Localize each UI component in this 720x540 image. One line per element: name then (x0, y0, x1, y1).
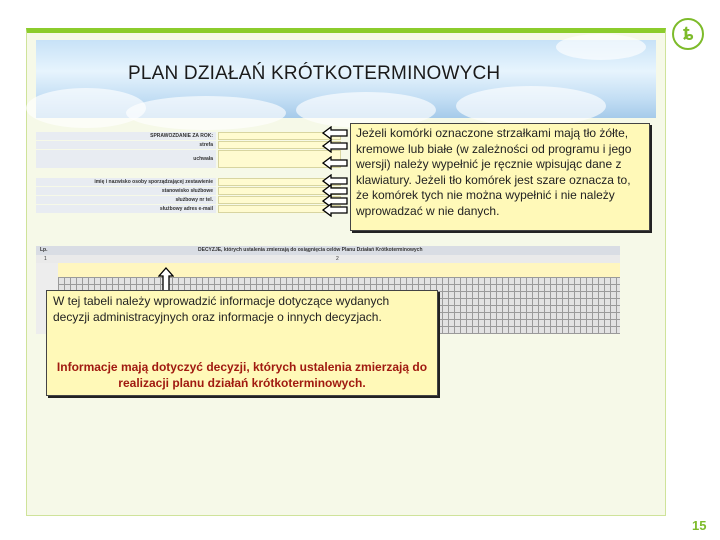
form-label: służbowy nr tel. (36, 196, 216, 204)
form-row (36, 187, 341, 195)
column-numbers-row (36, 255, 620, 263)
left-arrow-icon (322, 203, 348, 217)
table-callout-text: W tej tabeli należy wprowadzić informacje dotyczące wydanych decyzji administracyjnych oraz informacje o innych decyzjach. (53, 294, 390, 324)
column-number: 2 (336, 256, 339, 262)
brand-logo-icon: ȶ (672, 18, 704, 50)
form-label: służbowy adres e-mail (36, 205, 216, 213)
form-row (36, 178, 341, 186)
form-row (36, 132, 341, 140)
form-row (36, 196, 341, 204)
form-label: imię i nazwisko osoby sporządzającej zestawienie (36, 178, 216, 186)
column-number: 1 (44, 256, 47, 262)
report-form (36, 128, 341, 216)
left-arrow-icon (322, 139, 348, 153)
form-row (36, 150, 341, 168)
form-row (36, 205, 341, 213)
form-row (36, 141, 341, 149)
form-label: stanowisko służbowe (36, 187, 216, 195)
left-arrow-icon (322, 126, 348, 140)
form-label: strefa (36, 141, 216, 149)
table-callout (46, 290, 438, 396)
page-number: 15 (692, 518, 707, 533)
form-label: SPRAWOZDANIE ZA ROK: (36, 132, 216, 140)
instruction-callout: Jeżeli komórki oznaczone strzałkami mają tło żółte, kremowe lub białe (w zależności od programu i jego wersji) należy wypełnić je ręcznie wpisując dane z klawiatury. Jeżeli tło komórek jest szare oznacza to, że komórek tych nie można wypełnić i nie należy wprowadzać w nie danych. (350, 123, 650, 231)
form-label: uchwała (36, 150, 216, 168)
slide-title: PLAN DZIAŁAŃ KRÓTKOTERMINOWYCH (128, 63, 501, 84)
column-decisions-header: DECYZJE, których ustalenia zmierzają do osiągnięcia celów Planu Działań Krótkoterminowych (198, 247, 423, 253)
table-header (36, 246, 620, 255)
table-callout-highlight: Informacje mają dotyczyć decyzji, których ustalenia zmierzają do realizacji planu działań krótkoterminowych. (56, 360, 428, 390)
table-input-row[interactable] (58, 263, 620, 277)
left-arrow-icon (322, 156, 348, 170)
column-lp-header: Lp. (40, 247, 48, 253)
